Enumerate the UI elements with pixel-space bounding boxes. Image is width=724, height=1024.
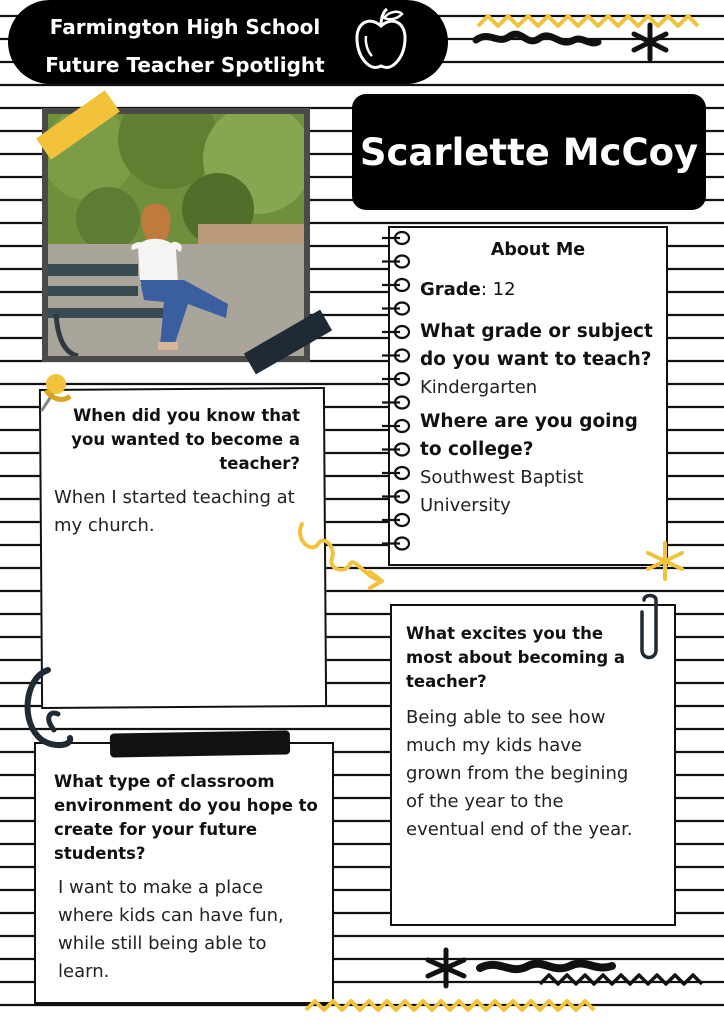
- hook-clip-icon: [14, 664, 78, 756]
- grade-line: [420, 276, 656, 304]
- squiggle-arrow-decoration: [292, 520, 388, 594]
- about-me-title: About Me: [490, 240, 586, 260]
- pushpin-icon: [34, 370, 78, 420]
- header-title: [30, 8, 340, 84]
- college-question: Where are you going to college?: [420, 411, 638, 460]
- squiggle-decoration-top: [470, 6, 720, 66]
- apple-icon: [352, 6, 410, 76]
- yellow-star-icon: [644, 540, 686, 582]
- school-name: Farmington High School: [49, 15, 321, 39]
- spotlight-title: Future Teacher Spotlight: [45, 53, 325, 77]
- grade-label: Grade: [420, 279, 481, 300]
- excites-content: [406, 622, 638, 844]
- brush-stroke-decoration: [110, 730, 290, 757]
- subject-question: What grade or subject do you want to teach?: [420, 321, 653, 370]
- grade-value: : 12: [480, 279, 516, 300]
- star-burst-icon: [630, 22, 670, 62]
- student-photo-frame: [42, 108, 310, 362]
- student-name: Scarlette McCoy: [359, 130, 699, 174]
- knew-question: When did you know that you wanted to become a teacher?: [71, 406, 300, 473]
- student-photo: [48, 114, 304, 356]
- yellow-zigzag-decoration: [300, 990, 610, 1020]
- knew-answer: When I started teaching at my church.: [54, 487, 295, 536]
- paperclip-icon: [634, 592, 664, 664]
- student-name-banner: [352, 94, 706, 210]
- spiral-binding: [378, 228, 414, 564]
- classroom-content: [54, 770, 318, 986]
- classroom-question: What type of classroom environment do you hope to create for your future students?: [54, 772, 318, 863]
- excites-answer: Being able to see how much my kids have grown from the begining of the year to the eventual end of the year.: [406, 707, 633, 840]
- knew-content: [54, 404, 300, 540]
- subject-answer: Kindergarten: [420, 377, 538, 398]
- classroom-answer: I want to make a place where kids can have fun, while still being able to learn.: [58, 877, 284, 982]
- excites-question: What excites you the most about becoming a teacher?: [406, 624, 626, 691]
- college-answer: Southwest Baptist University: [420, 467, 584, 516]
- about-me-content: [420, 236, 656, 520]
